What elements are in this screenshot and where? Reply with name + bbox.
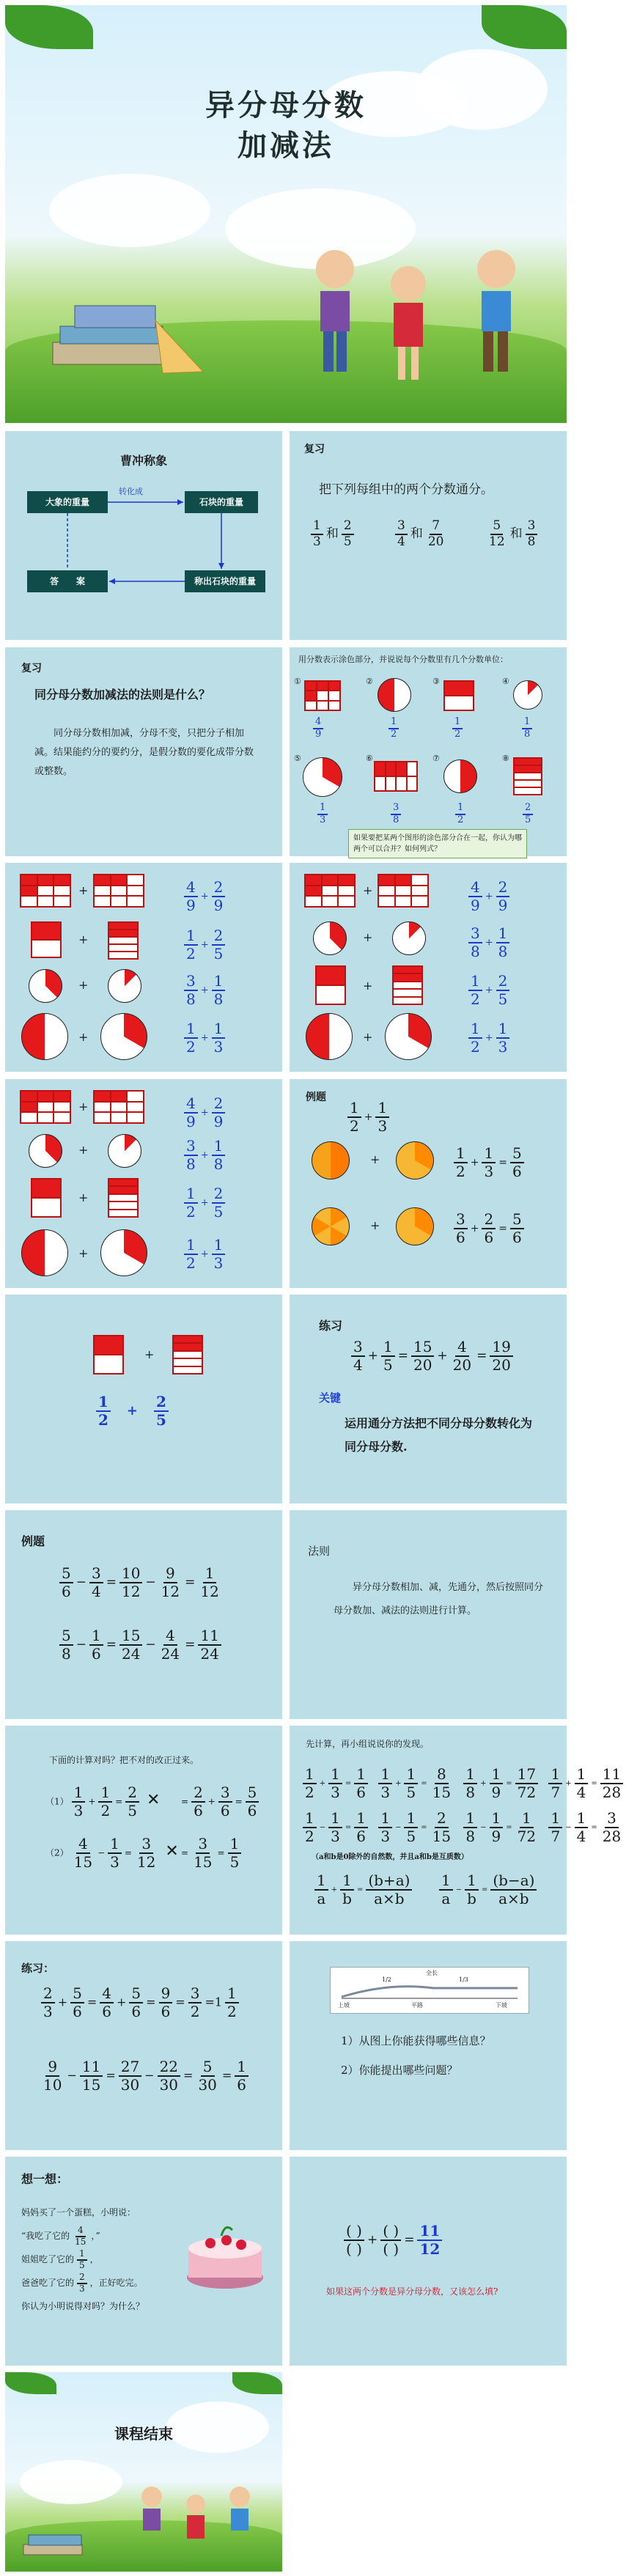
rect-1-2 [31,1178,62,1218]
leaf-decoration [482,5,567,49]
pie-1-3 [385,1013,432,1060]
slide-heading: 练习： [21,1962,55,1975]
pie-1-3 [100,1229,147,1276]
title-line-2: 加减法 [237,128,334,163]
slide-review-same-denominator [5,647,282,856]
fraction-pair-2: $\frac{3}{4}$ 和 $\frac{7}{20}$ [392,519,449,549]
review-answer: 同分母分数相加减，分母不变，只把分子相加减。结果能约分的要约分，是假分数的要化成带分数或整数。 [34,728,254,777]
plus-sign: + [370,1152,380,1166]
plus-sign: + [78,883,89,897]
pie-1-2 [21,1013,68,1060]
key-text: 运用通分方法把不同分母分数转化为同分母分数. [345,1416,533,1454]
rect-1-2 [443,680,474,711]
grid-4-9 [304,680,341,711]
check-fix-1: = $\frac{2}{6}$ + $\frac{3}{6}$ = $\frac{5}{6}$ [181,1784,262,1819]
cloud-shape [49,174,210,247]
pie-two-sixths [396,1207,434,1245]
road-diagram [330,1967,529,2014]
blank-prompt: 如果这两个分数是异分母分数，又该怎么填? [326,2286,498,2297]
rect-2-5 [172,1335,203,1375]
frac-4: $\frac{1}{8}$ [519,717,535,740]
slide-rule [290,1510,567,1719]
plus-sign: + [363,979,373,993]
check-item-1: （1） $\frac{1}{3}$ + $\frac{1}{2}$ = $\frac{2}{5}$ ✕ [45,1784,161,1819]
grid-4-9 [304,874,356,908]
children-illustration [291,225,555,401]
label-6: ⑥ [366,754,373,763]
pie-1-3 [303,757,342,797]
sum-2: $\frac{1}{2}$ + $\frac{2}{5}$ [181,927,228,963]
label-8: ⑧ [502,754,509,763]
road-label-half: 1/2 [382,1976,391,1983]
slide-caochong [5,431,282,640]
slide-grid-sums-c [5,1079,282,1288]
pie-1-8 [392,921,426,955]
arrow-label: 转化成 [119,487,143,496]
sum-4: $\frac{1}{2}$ + $\frac{1}{3}$ [181,1237,228,1272]
title-slide [5,5,567,423]
pie-half-orange [312,1141,350,1180]
road-label-third: 1/3 [459,1976,468,1983]
blank-equation: $\frac{( )}{( )}$ + $\frac{( )}{( )}$ = $\frac{11}{12}$ [341,2223,445,2258]
slide-blanks [290,2157,567,2366]
plus-sign: + [363,1030,373,1044]
road-label-uphill: 上坡 [338,2002,350,2009]
grid-2-9 [93,874,144,908]
rule-text: 异分母分数相加、减，先通分，然后按照同分母分数加、减法的法则进行计算。 [334,1582,544,1616]
sum-3: $\frac{1}{2}$ + $\frac{2}{5}$ [181,1185,228,1221]
pattern-general-add: $\frac{1}{a}$ + $\frac{1}{b}$ = $\frac{(b+a)}{a\times b}$ [312,1872,415,1907]
books-illustration [45,291,214,394]
frac-8: $\frac{2}{5}$ [520,803,536,826]
slide-heading: 例题 [306,1092,326,1103]
plus-sign: + [78,932,89,946]
plus-sign: + [78,1246,89,1260]
review-question: 同分母分数加减法的法则是什么？ [34,688,211,702]
sum-2: $\frac{3}{8}$ + $\frac{1}{8}$ [181,1138,228,1173]
fraction-pair-3: $\frac{5}{12}$ 和 $\frac{3}{8}$ [484,519,540,549]
box-elephant: 大象的重量 [27,491,108,513]
leaf-decoration [5,5,93,49]
exercise-eq-2: $\frac{9}{10}$ − $\frac{11}{15}$ = $\frac{27}{30}$ − $\frac{22}{30}$ = $\frac{5}{30}$ = $\frac{1}{6}$ [38,2058,251,2094]
box-stone-total: 称出石块的重量 [185,570,265,592]
wrong-mark: ✕ [165,1841,179,1861]
diagram-question-2: 2）你能提出哪些问题？ [341,2064,458,2077]
think-text: 妈妈买了一个蛋糕，小明说： “我吃了它的 $\frac{4}{15}$ ，” 姐姐吃了它的 $\frac{1}{5}$ ， 爸爸吃了它的 $\frac{2}{3}$ ，正好吃完。 你认为小明说得对吗？为什么？ [21,2207,145,2311]
pattern-row-2: $\frac{1}{2}$ − $\frac{1}{3}$ = $\frac{1}{6}$ $\frac{1}{3}$ − $\frac{1}{5}$ = $\frac{2}{15}$ $\frac{1}{8}$ − $\frac{1}{9}$ = $\frac{1}{72}$ $\frac{1}{7}$ − $\frac{1}{4}$ = $\frac{3}{28}$ [300,1810,626,1845]
slide-road-diagram [290,1941,567,2150]
pie-1-8 [108,1134,141,1168]
pie-1-2 [378,678,411,712]
pattern-general-sub: $\frac{1}{a}$ − $\frac{1}{b}$ = $\frac{(b-a)}{a\times b}$ [436,1872,540,1907]
example-eq-2: $\frac{5}{8}$ − $\frac{1}{6}$ = $\frac{15}{24}$ − $\frac{4}{24}$ = $\frac{11}{24}$ [56,1627,224,1663]
rect-2-5 [392,965,423,1005]
pie-three-sixths [312,1207,350,1245]
label-5: ⑤ [294,754,301,763]
plus-sign: + [78,1100,89,1114]
review-question: 把下列每组中的两个分数通分。 [319,482,493,497]
pie-1-2 [21,1229,68,1276]
example-eq-1: $\frac{1}{2}$ + $\frac{1}{3}$ = $\frac{5}{6}$ [451,1145,527,1180]
sum-3: $\frac{1}{2}$ + $\frac{2}{5}$ [465,973,512,1008]
pie-third-orange [396,1141,434,1180]
slide-example-subtraction [5,1510,282,1719]
slide-heading: 想一想： [21,2172,69,2186]
slide-review-common-denominator [290,431,567,640]
slide-heading: 法则 [308,1545,331,1558]
label-4: ④ [502,677,509,686]
end-slide [5,2372,282,2572]
pie-3-8 [29,969,62,1003]
shade-note: 如果要把某两个图形的涂色部分合在一起，你认为哪两个可以合并？如何列式？ [348,829,527,858]
frac-2: $\frac{1}{2}$ [386,717,402,740]
wrong-mark: ✕ [146,1790,161,1809]
rect-1-2 [315,965,346,1005]
slide-grid-sums-a [5,863,282,1072]
example-top-expr: $\frac{1}{2}$ + $\frac{1}{3}$ [345,1100,392,1135]
slide-title: 曹冲称象 [119,454,167,468]
frac-6: $\frac{3}{8}$ [388,803,404,826]
flow-arrows [5,431,282,640]
slide-heading: 复习 [304,444,325,455]
label-1: ① [294,677,301,686]
plus-sign: + [370,1218,380,1232]
cake-illustration [181,2215,269,2296]
example-eq-2: $\frac{3}{6}$ + $\frac{2}{6}$ = $\frac{5}{6}$ [451,1211,527,1246]
plus-sign: + [363,930,373,944]
rect-2-5 [513,757,542,795]
sum-4: $\frac{1}{2}$ + $\frac{1}{3}$ [465,1020,512,1056]
slide-example-pies [290,1079,567,1288]
sum-2: $\frac{3}{8}$ + $\frac{1}{8}$ [465,925,512,960]
pie-half [443,759,477,793]
slide-grid-sums-b [290,863,567,1072]
slide-pattern [290,1726,622,1935]
rect-1-2 [31,921,62,958]
slide-heading: 复习 [21,663,42,674]
pie-3-8 [313,921,347,955]
exercise-eq-1: $\frac{2}{3}$ + $\frac{5}{6}$ = $\frac{4}{6}$ + $\frac{5}{6}$ = $\frac{9}{6}$ = $\frac{3}{2}$ =1 $\frac{1}{2}$ [38,1985,242,2020]
slide-think [5,2157,282,2366]
check-fix-2: = $\frac{3}{15}$ = $\frac{1}{5}$ [181,1836,244,1871]
label-2: ② [366,677,373,686]
frac-1: $\frac{4}{9}$ [310,717,326,740]
slide-heading: 练习 [319,1319,343,1333]
pie-1-8 [108,969,141,1003]
plus-sign: + [363,883,373,897]
pie-1-3 [100,1013,147,1060]
plus-sign: + [78,1143,89,1157]
grid-2-9 [378,874,429,908]
children-illustration [130,2475,269,2563]
pattern-note: （a和b是0除外的自然数，并且a和b是互质数） [312,1853,468,1861]
frac-5: $\frac{1}{3}$ [314,803,331,826]
pattern-row-1: $\frac{1}{2}$ + $\frac{1}{3}$ = $\frac{1}{6}$ $\frac{1}{3}$ + $\frac{1}{5}$ = $\frac{8}{15}$ $\frac{1}{8}$ + $\frac{1}{9}$ = $\frac{17}{72}$ $\frac{1}{7}$ + $\frac{1}{4}$ = $\frac{11}{28}$ [300,1766,626,1801]
plus-sign: + [78,1191,89,1204]
example-eq-1: $\frac{5}{6}$ − $\frac{3}{4}$ = $\frac{10}{12}$ − $\frac{9}{12}$ = $\frac{1}{12}$ [56,1565,224,1600]
rect-2-5 [108,921,139,960]
box-answer: 答 案 [27,570,108,592]
cloud-shape [20,2460,122,2504]
slide-shaded-fractions [290,647,567,856]
pie-1-8 [513,680,542,710]
grid-4-9 [20,1090,71,1124]
slide-check-answers [5,1726,282,1935]
box-stone-weight: 石块的重量 [185,491,258,513]
pie-3-8 [29,1134,62,1168]
leaf-decoration [5,2372,56,2394]
plus-sign: + [78,978,89,992]
slide-half-plus-two-fifths [5,1295,282,1504]
diagram-question-1: 1）从图上你能获得哪些信息？ [341,2034,491,2047]
check-question: 下面的计算对吗？把不对的改正过来。 [49,1755,199,1765]
frac-3: $\frac{1}{2}$ [449,717,465,740]
road-label-flat: 平路 [411,2002,423,2009]
slide-practice-key [290,1295,567,1504]
end-title: 课程结束 [114,2425,173,2443]
title-line-1: 异分母分数 [205,88,367,122]
sum-3: $\frac{3}{8}$ + $\frac{1}{8}$ [181,973,228,1008]
sum-1: $\frac{4}{9}$ + $\frac{2}{9}$ [181,1095,228,1130]
rect-1-2 [93,1335,124,1375]
grid-3-8 [374,761,418,792]
label-3: ③ [432,677,440,686]
sum-4: $\frac{1}{2}$ + $\frac{1}{3}$ [181,1020,228,1056]
check-item-2: （2） $\frac{4}{15}$ − $\frac{1}{3}$ = $\frac{3}{12}$ ✕ [45,1835,179,1871]
pattern-intro: 先计算，再小组说说你的发现。 [306,1739,430,1749]
key-label: 关键 [319,1391,342,1405]
practice-eq: $\frac{3}{4}$ + $\frac{1}{5}$ = $\frac{15}{20}$ + $\frac{4}{20}$ = $\frac{19}{20}$ [348,1339,516,1374]
slide-exercise [5,1941,282,2150]
shade-prompt: 用分数表示涂色部分，并说说每个分数里有几个分数单位： [298,655,508,664]
slide-heading: 例题 [21,1534,45,1548]
grid-4-9 [20,874,71,908]
grid-2-9 [93,1090,144,1124]
road-label-total: 全长 [426,1970,438,1976]
fraction-pair-1: $\frac{1}{3}$ 和 $\frac{2}{5}$ [308,519,357,549]
label-7: ⑦ [432,754,440,763]
pie-1-2 [306,1013,353,1060]
sum-1: $\frac{4}{9}$ + $\frac{2}{9}$ [465,879,512,914]
plus-sign: + [144,1347,155,1361]
books-illustration [20,2519,100,2563]
plus-sign: + [78,1030,89,1044]
sum-1: $\frac{4}{9}$ + $\frac{2}{9}$ [181,879,228,914]
rect-2-5 [108,1178,139,1218]
sum-expr: $\frac{1}{2}$ + $\frac{2}{5}$ [93,1394,172,1429]
road-label-downhill: 下坡 [496,2002,507,2009]
frac-7: $\frac{1}{2}$ [452,803,468,826]
leaf-decoration [232,2372,282,2394]
